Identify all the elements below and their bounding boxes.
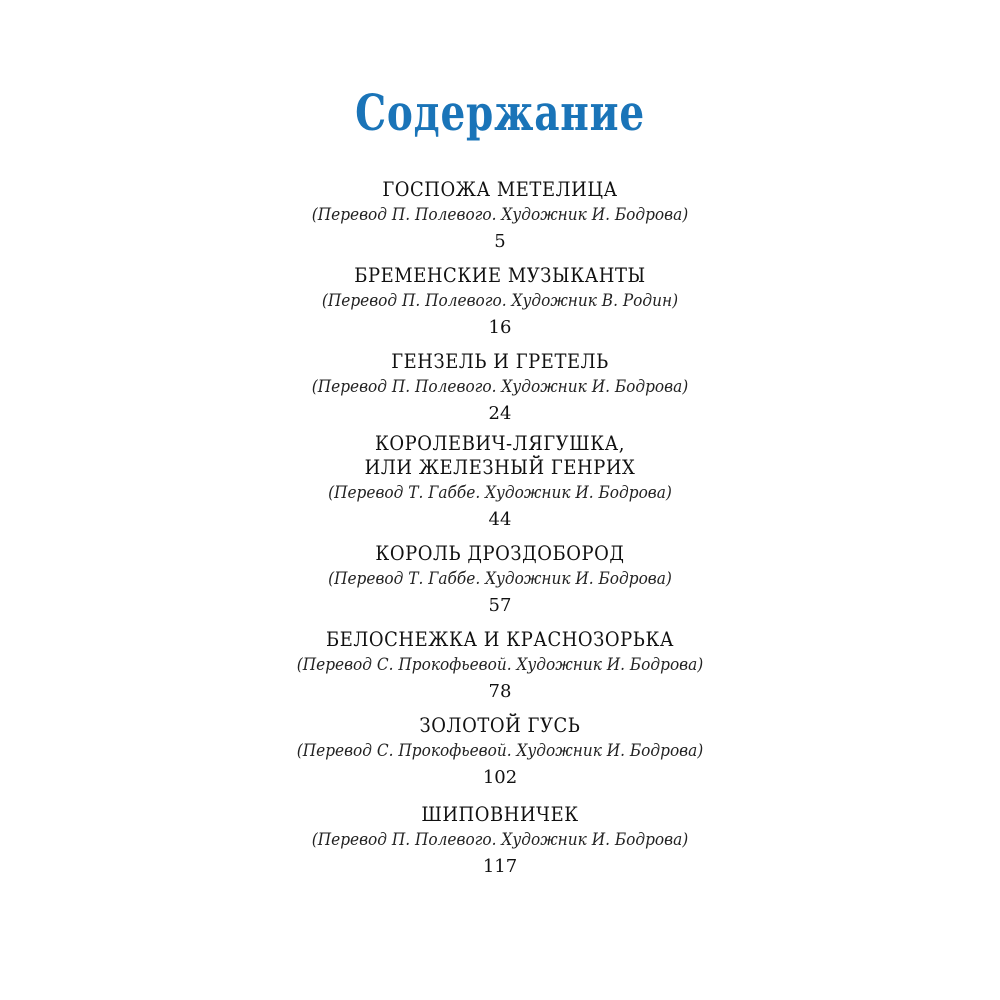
entry-credit: (Перевод Т. Габбе. Художник И. Бодрова) — [328, 483, 672, 502]
entry-title: КОРОЛЕВИЧ-ЛЯГУШКА, ИЛИ ЖЕЛЕЗНЫЙ ГЕНРИХ — [364, 432, 636, 479]
entry-credit: (Перевод П. Полевого. Художник И. Бодрова) — [311, 830, 689, 849]
entry-title: ШИПОВНИЧЕК — [421, 803, 579, 826]
entry-page-number: 16 — [488, 317, 512, 338]
entry-credit: (Перевод С. Прокофьевой. Художник И. Бодрова) — [296, 655, 704, 674]
entry-page-number: 24 — [488, 403, 512, 424]
entry-title: ГОСПОЖА МЕТЕЛИЦА — [382, 178, 618, 201]
toc-entry — [0, 628, 1000, 706]
entry-credit: (Перевод Т. Габбе. Художник И. Бодрова) — [328, 569, 672, 588]
entry-title: БЕЛОСНЕЖКА И КРАСНОЗОРЬКА — [325, 628, 675, 651]
entry-credit: (Перевод П. Полевого. Художник В. Родин) — [321, 291, 679, 310]
entry-credit: (Перевод П. Полевого. Художник И. Бодрова) — [311, 377, 689, 396]
toc-entry — [0, 432, 1000, 534]
toc-entry — [0, 178, 1000, 256]
entry-page-number: 5 — [494, 231, 506, 252]
toc-entry — [0, 714, 1000, 792]
toc-entry — [0, 803, 1000, 881]
toc-entry — [0, 264, 1000, 342]
entry-page-number: 57 — [488, 595, 512, 616]
entry-credit: (Перевод С. Прокофьевой. Художник И. Бодрова) — [296, 741, 704, 760]
entry-page-number: 117 — [482, 856, 518, 877]
toc-entry — [0, 350, 1000, 428]
entry-title: ЗОЛОТОЙ ГУСЬ — [419, 714, 581, 737]
entry-credit: (Перевод П. Полевого. Художник И. Бодрова) — [311, 205, 689, 224]
entry-title: КОРОЛЬ ДРОЗДОБОРОД — [375, 542, 625, 565]
entry-title: БРЕМЕНСКИЕ МУЗЫКАНТЫ — [354, 264, 646, 287]
page-title: Содержание — [355, 83, 645, 142]
entry-title: ГЕНЗЕЛЬ И ГРЕТЕЛЬ — [391, 350, 609, 373]
entry-page-number: 44 — [488, 509, 512, 530]
toc-entry — [0, 542, 1000, 620]
entry-page-number: 78 — [488, 681, 512, 702]
entry-page-number: 102 — [482, 767, 518, 788]
